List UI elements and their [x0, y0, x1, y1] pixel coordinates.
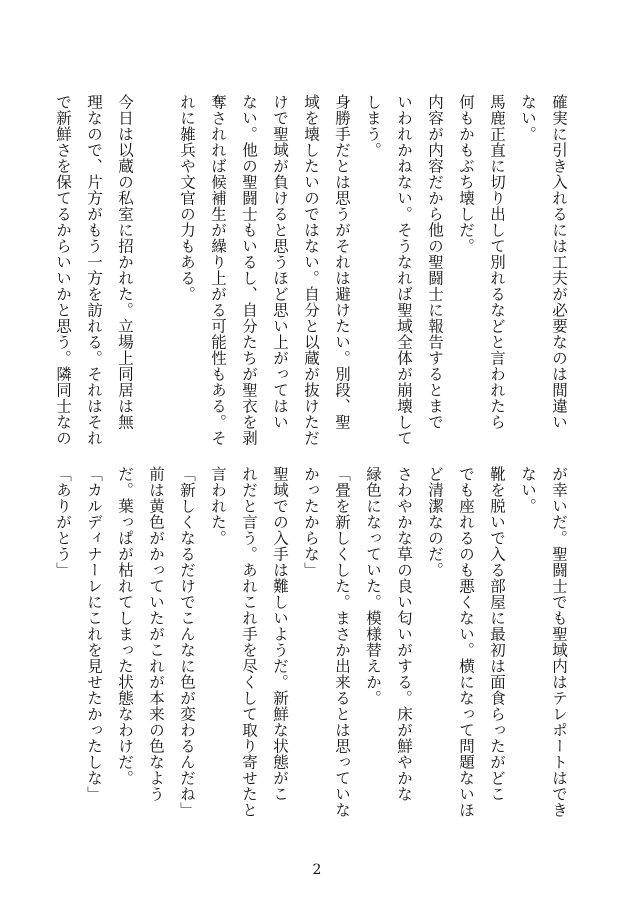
text-line: 前は黄色がかっていたがこれが本来の色なよう	[147, 466, 165, 802]
text-line: 「新しくなるだけでこんなに色が変わるんだね」	[178, 466, 196, 818]
text-line: ど清潔なのだ。	[426, 466, 444, 578]
text-line: 「ありがとう」	[54, 466, 72, 578]
text-line: 靴を脱いで入る部屋に最初は面食らったがどこ	[488, 466, 506, 802]
text-line: ない。他の聖闘士もいるし、自分たちが聖衣を剥	[240, 94, 258, 446]
text-line: 確実に引き入れるには工夫が必要なのは間違い	[550, 94, 568, 430]
blank-line	[140, 94, 171, 444]
text-line: だ。葉っぱが枯れてしまった状態なわけだ。	[116, 466, 134, 786]
text-line: 理なので、片方がもう一方を訪れる。それはそれ	[85, 94, 103, 446]
lower-text-block	[54, 466, 574, 818]
text-line: さわやかな草の良い匂いがする。床が鮮やかな	[395, 466, 413, 802]
page-number: 2	[312, 862, 322, 878]
text-line: 域を壊したいのではない。自分と以蔵が抜けただ	[302, 94, 320, 446]
text-line: 緑色になっていた。模様替えか。	[364, 466, 382, 706]
text-line: ない。	[519, 466, 537, 514]
text-line: しまう。	[364, 94, 382, 158]
text-line: 今日は以蔵の私室に招かれた。立場上同居は無	[116, 94, 134, 430]
text-line: 内容が内容だから他の聖闘士に報告するとまで	[426, 94, 444, 430]
text-line: 「畳を新しくした。まさか出来るとは思っていな	[333, 466, 351, 818]
text-line: 身勝手だとは思うがそれは避けたい。別段、聖	[333, 94, 351, 430]
text-line: ない。	[519, 94, 537, 142]
text-line: いわれかねない。そうなれば聖域全体が崩壊して	[395, 94, 413, 446]
text-line: が幸いだ。聖闘士でも聖域内はテレポートはでき	[550, 466, 568, 818]
text-line: れだと言う。あれこれ手を尽くして取り寄せたと	[240, 466, 258, 818]
text-line: 聖域での入手は難しいようだ。新鮮な状態がこ	[271, 466, 289, 802]
text-line: でも座れるのも悪くない。横になって問題ないほ	[457, 466, 475, 818]
text-line: 奪されれば候補生が繰り上がる可能性もある。そ	[209, 94, 227, 446]
text-line: 馬鹿正直に切り出して別れるなどと言われたら	[488, 94, 506, 430]
text-line: 言われた。	[209, 466, 227, 546]
text-line: けで聖域が負けると思うほど思い上がってはい	[271, 94, 289, 430]
upper-text-block	[54, 94, 574, 446]
text-line: 何もかもぶち壊しだ。	[457, 94, 475, 254]
text-line: かったからな」	[302, 466, 320, 578]
text-line: 「カルディナーレにこれを見せたかったしな」	[85, 466, 103, 802]
text-line: れに雑兵や文官の力もある。	[178, 94, 196, 302]
text-line: で新鮮さを保てるからいいかと思う。隣同士なの	[54, 94, 72, 446]
